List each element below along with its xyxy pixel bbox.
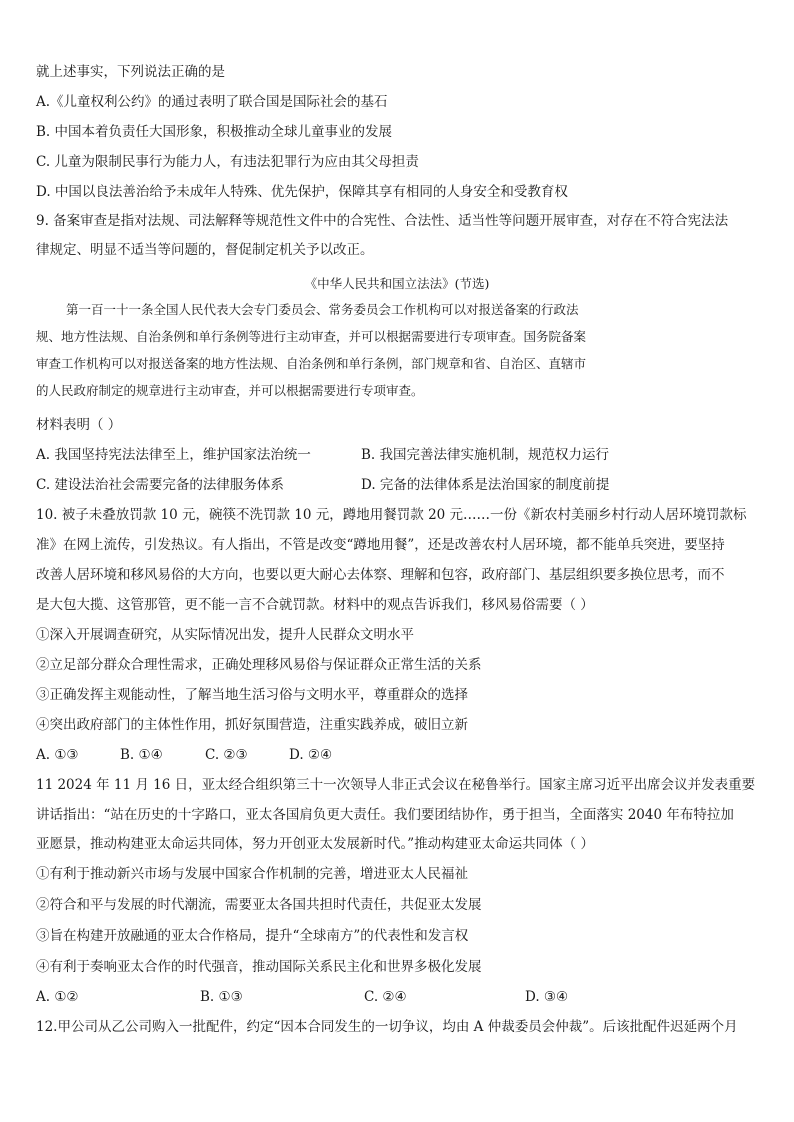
q10-statement-1: ①深入开展调查研究，从实际情况出发，提升人民群众文明水平 — [36, 627, 414, 643]
q9-option-a: A. 我国坚持宪法法律至上，维护国家法治统一 — [36, 447, 311, 463]
q9-option-b: B. 我国完善法律实施机制，规范权力运行 — [361, 447, 610, 463]
question-11-stem-cont: 讲话指出：“站在历史的十字路口，亚太各国肩负更大责任。我们要团结协作，勇于担当，全面落实 2040 年布特拉加 — [36, 807, 734, 823]
q11-statement-2: ②符合和平与发展的时代潮流，需要亚太各国共担时代责任，共促亚太发展 — [36, 897, 482, 913]
excerpt-title: 《中华人民共和国立法法》(节选) — [304, 276, 490, 291]
q9-option-d: D. 完备的法律体系是法治国家的制度前提 — [361, 477, 610, 493]
q11-statement-1: ①有利于推动新兴市场与发展中国家合作机制的完善，增进亚太人民福祉 — [36, 866, 468, 882]
question-10-stem-cont: 改善人居环境和移风易俗的大方向，也要以更大耐心去体察、理解和包容，政府部门、基层组织要多换位思考，而不 — [36, 567, 725, 583]
q10-statement-3: ③正确发挥主观能动性，了解当地生活习俗与文明水平，尊重群众的选择 — [36, 687, 468, 703]
question-10-stem-cont: 准》在网上流传，引发热议。有人指出，不管是改变“蹲地用餐”，还是改善农村人居环境，都不能单兵突进，要坚持 — [36, 537, 725, 553]
question-12-stem: 12.甲公司从乙公司购入一批配件，约定“因本合同发生的一切争议，均由 A 仲裁委员会仲裁”。后该批配件迟延两个月 — [36, 1019, 738, 1035]
q10-option-c: C. ②③ — [205, 747, 248, 763]
question-11-stem: 11 2024 年 11 月 16 日，亚太经合组织第三十一次领导人非正式会议在秘鲁举行。国家主席习近平出席会议并发表重要 — [36, 777, 756, 793]
excerpt-line: 规、地方性法规、自治条例和单行条例等进行主动审查，并可以根据需要进行专项审查。国务院备案 — [36, 329, 587, 344]
excerpt-line: 审查工作机构可以对报送备案的地方性法规、自治条例和单行条例，部门规章和省、自治区、直辖市 — [36, 356, 587, 371]
question-9-prompt: 材料表明（ ） — [36, 417, 122, 433]
q9-option-c: C. 建设法治社会需要完备的法律服务体系 — [36, 477, 284, 493]
q10-option-b: B. ①④ — [120, 747, 163, 763]
question-9-stem-cont: 律规定、明显不适当等问题的，督促制定机关予以改正。 — [36, 242, 374, 258]
q10-option-a: A. ①③ — [36, 747, 79, 763]
q11-statement-3: ③旨在构建开放融通的亚太合作格局，提升“全球南方”的代表性和发言权 — [36, 928, 469, 944]
text-line: 就上述事实，下列说法正确的是 — [36, 64, 225, 80]
q11-option-b: B. ①③ — [200, 989, 243, 1005]
option-a: A.《儿童权利公约》的通过表明了联合国是国际社会的基石 — [36, 94, 388, 110]
q11-statement-4: ④有利于奏响亚太合作的时代强音，推动国际关系民主化和世界多极化发展 — [36, 959, 482, 975]
question-10-stem-cont: 是大包大揽、这管那管，更不能一言不合就罚款。材料中的观点告诉我们，移风易俗需要（ ） — [36, 597, 594, 613]
option-c: C. 儿童为限制民事行为能力人，有违法犯罪行为应由其父母担责 — [36, 154, 419, 170]
question-9-stem: 9. 备案审查是指对法规、司法解释等规范性文件中的合宪性、合法性、适当性等问题开展审查，对存在不符合宪法法 — [36, 213, 729, 229]
q10-statement-4: ④突出政府部门的主体性作用，抓好氛围营造，注重实践养成，破旧立新 — [36, 717, 468, 733]
q10-statement-2: ②立足部分群众合理性需求，正确处理移风易俗与保证群众正常生活的关系 — [36, 657, 482, 673]
excerpt-line: 的人民政府制定的规章进行主动审查，并可以根据需要进行专项审查。 — [36, 383, 424, 398]
question-10-stem: 10. 被子未叠放罚款 10 元，碗筷不洗罚款 10 元，蹲地用餐罚款 20 元……一份《新农村美丽乡村行动人居环境罚款标 — [36, 507, 747, 523]
option-b: B. 中国本着负责任大国形象，积极推动全球儿童事业的发展 — [36, 124, 393, 140]
option-d: D. 中国以良法善治给予未成年人特殊、优先保护，保障其享有相同的人身安全和受教育权 — [36, 184, 568, 200]
q11-option-c: C. ②④ — [364, 989, 407, 1005]
excerpt-line: 第一百一十一条全国人民代表大会专门委员会、常务委员会工作机构可以对报送备案的行政法 — [66, 302, 579, 317]
q11-option-a: A. ①② — [36, 989, 79, 1005]
q10-option-d: D. ②④ — [289, 747, 333, 763]
question-11-stem-cont: 亚愿景，推动构建亚太命运共同体，努力开创亚太发展新时代。”推动构建亚太命运共同体（ ） — [36, 836, 594, 852]
q11-option-d: D. ③④ — [525, 989, 569, 1005]
